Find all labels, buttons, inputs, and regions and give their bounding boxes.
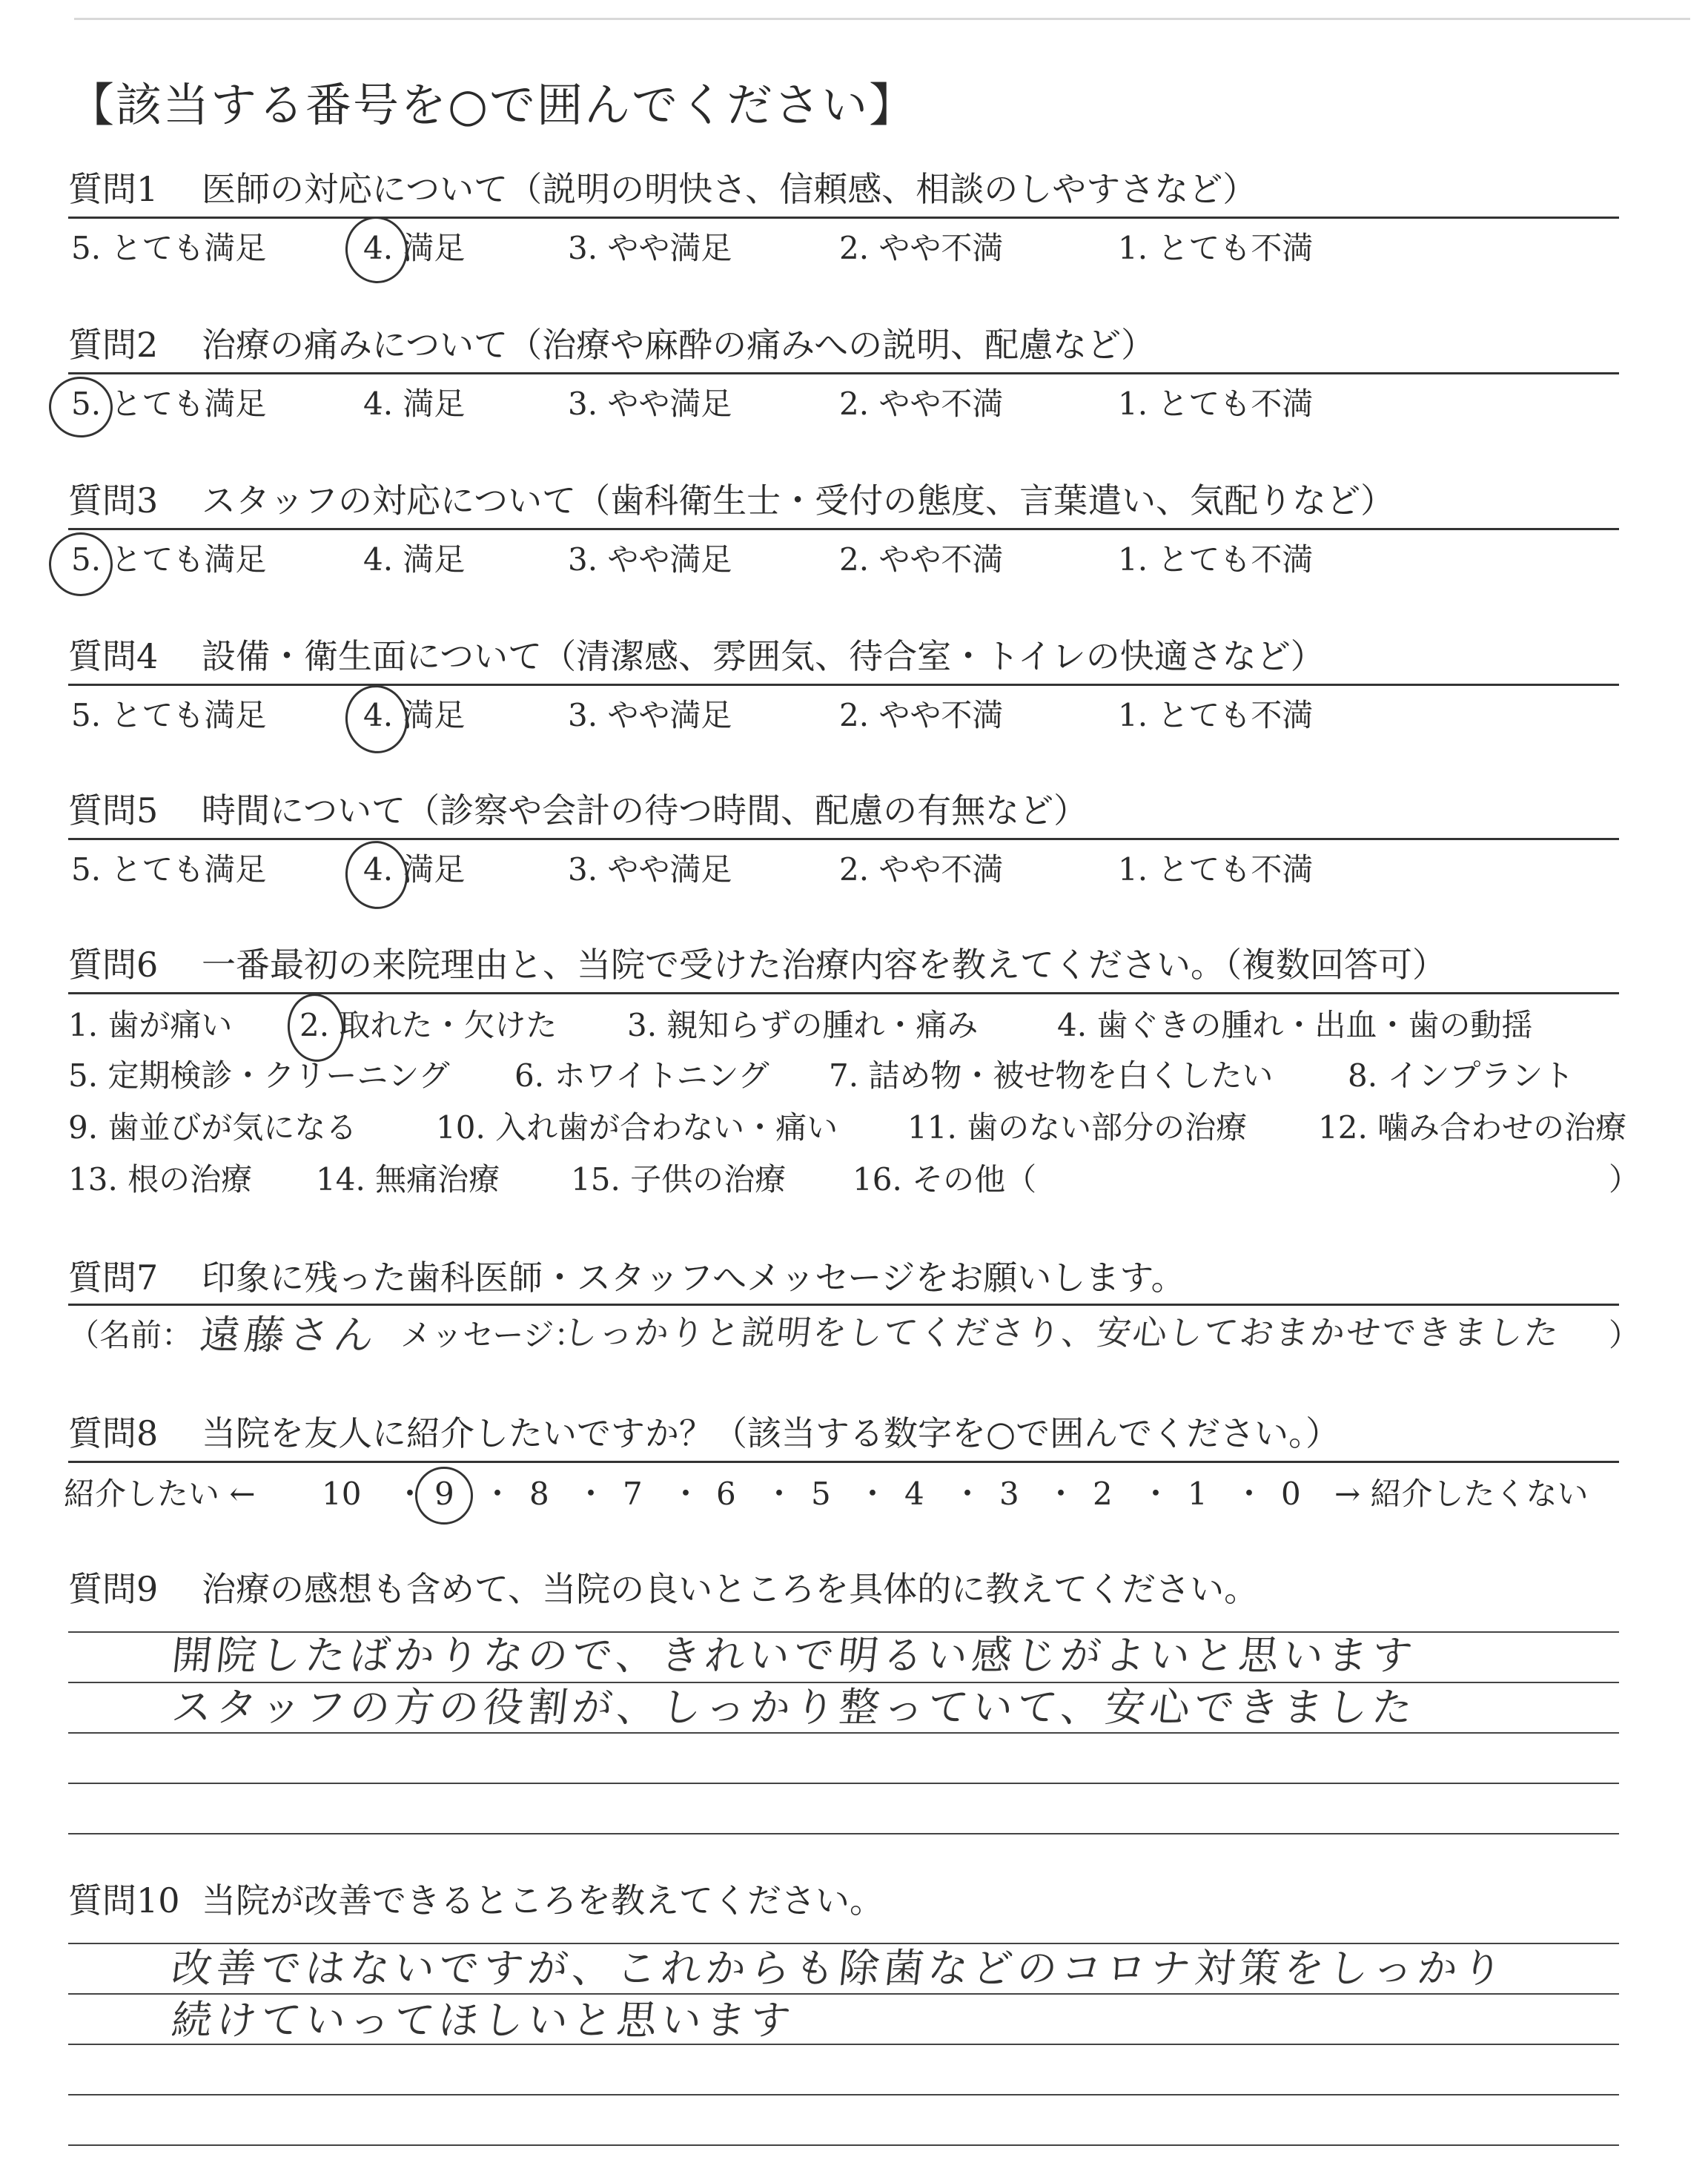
question-text: 時間について（診察や会計の待つ時間、配慮の有無など） bbox=[202, 790, 1088, 830]
option-1[interactable]: 1. とても不満 bbox=[1118, 851, 1314, 888]
reason-option-1[interactable]: 1. 歯が痛い bbox=[68, 1007, 233, 1043]
scale-10[interactable]: 10 bbox=[322, 1476, 362, 1512]
writing-line bbox=[68, 1993, 1619, 1995]
selection-circle bbox=[284, 991, 347, 1064]
divider-line bbox=[68, 1461, 1619, 1463]
question-text: 医師の対応について（説明の明快さ、信頼感、相談のしやすさなど） bbox=[202, 169, 1257, 209]
selection-circle bbox=[46, 374, 116, 441]
option-3[interactable]: 3. やや満足 bbox=[568, 230, 732, 266]
writing-line bbox=[68, 1943, 1619, 1944]
writing-line bbox=[68, 1783, 1619, 1784]
option-1[interactable]: 1. とても不満 bbox=[1118, 697, 1314, 733]
message-label: メッセージ： bbox=[400, 1317, 586, 1353]
reason-option-12[interactable]: 12. 噛み合わせの治療 bbox=[1318, 1109, 1627, 1146]
question-number: 質問4 bbox=[68, 636, 159, 676]
scale-1[interactable]: 1 bbox=[1188, 1476, 1208, 1512]
question-text: 治療の感想も含めて、当院の良いところを具体的に教えてください。 bbox=[202, 1569, 1259, 1609]
selection-circle bbox=[341, 213, 412, 288]
other-close-paren: ） bbox=[1609, 1161, 1641, 1198]
writing-line bbox=[68, 1833, 1619, 1834]
scale-9[interactable]: 9 bbox=[434, 1476, 454, 1512]
reason-option-16[interactable]: 16. その他（ bbox=[853, 1161, 1037, 1198]
reason-option-2[interactable]: 2. 取れた・欠けた bbox=[299, 1007, 557, 1043]
scale-4[interactable]: 4 bbox=[904, 1476, 924, 1512]
divider-line bbox=[68, 1304, 1619, 1306]
recommend-left-label: 紹介したい ← bbox=[64, 1476, 256, 1512]
message-close-paren: ） bbox=[1609, 1317, 1641, 1353]
option-5[interactable]: 5. とても満足 bbox=[71, 541, 267, 578]
handwritten-answer-line[interactable]: 改善ではないですが、これからも除菌などのコロナ対策をしっかり bbox=[169, 1945, 1509, 1992]
writing-line bbox=[68, 2094, 1619, 2095]
scale-separator: ・ bbox=[394, 1476, 426, 1512]
option-5[interactable]: 5. とても満足 bbox=[71, 697, 267, 733]
question-number: 質問7 bbox=[68, 1258, 159, 1298]
scale-separator: ・ bbox=[1140, 1476, 1172, 1512]
handwritten-name[interactable]: 遠藤さん bbox=[197, 1312, 381, 1358]
question-number: 質問5 bbox=[68, 790, 159, 830]
selection-circle bbox=[341, 837, 412, 914]
writing-line bbox=[68, 1732, 1619, 1734]
scale-separator: ・ bbox=[670, 1476, 702, 1512]
option-5[interactable]: 5. とても満足 bbox=[71, 386, 267, 422]
recommend-right-label: → 紹介したくない bbox=[1334, 1476, 1589, 1512]
option-1[interactable]: 1. とても不満 bbox=[1118, 386, 1314, 422]
instruction-heading: 【該当する番号を○で囲んでください】 bbox=[68, 78, 917, 132]
option-5[interactable]: 5. とても満足 bbox=[71, 230, 267, 266]
reason-option-3[interactable]: 3. 親知らずの腫れ・痛み bbox=[627, 1007, 979, 1043]
handwritten-answer-line[interactable]: 続けていってほしいと思います bbox=[169, 1997, 798, 2044]
writing-line bbox=[68, 2044, 1619, 2045]
reason-option-7[interactable]: 7. 詰め物・被せ物を白くしたい bbox=[829, 1057, 1274, 1094]
option-1[interactable]: 1. とても不満 bbox=[1118, 541, 1314, 578]
scale-8[interactable]: 8 bbox=[529, 1476, 549, 1512]
option-2[interactable]: 2. やや不満 bbox=[839, 851, 1004, 888]
option-3[interactable]: 3. やや満足 bbox=[568, 386, 732, 422]
question-text: 治療の痛みについて（治療や麻酔の痛みへの説明、配慮など） bbox=[202, 325, 1156, 365]
question-number: 質問2 bbox=[68, 325, 159, 365]
top-border-line bbox=[74, 18, 1690, 20]
handwritten-message[interactable]: しっかりと説明をしてくださり、安心しておまかせできました bbox=[561, 1312, 1562, 1353]
question-number: 質問1 bbox=[68, 169, 159, 209]
question-text: 一番最初の来院理由と、当院で受けた治療内容を教えてください。（複数回答可） bbox=[202, 945, 1446, 985]
divider-line bbox=[68, 684, 1619, 686]
option-1[interactable]: 1. とても不満 bbox=[1118, 230, 1314, 266]
divider-line bbox=[68, 217, 1619, 219]
scale-separator: ・ bbox=[482, 1476, 514, 1512]
reason-option-15[interactable]: 15. 子供の治療 bbox=[571, 1161, 787, 1198]
scale-2[interactable]: 2 bbox=[1093, 1476, 1113, 1512]
option-4[interactable]: 4. 満足 bbox=[363, 851, 466, 888]
divider-line bbox=[68, 372, 1619, 374]
question-number: 質問3 bbox=[68, 480, 159, 521]
selection-circle bbox=[415, 1467, 473, 1525]
question-text: スタッフの対応について（歯科衛生士・受付の態度、言葉遣い、気配りなど） bbox=[202, 480, 1395, 521]
reason-option-11[interactable]: 11. 歯のない部分の治療 bbox=[907, 1109, 1248, 1146]
reason-option-13[interactable]: 13. 根の治療 bbox=[68, 1161, 253, 1198]
divider-line bbox=[68, 838, 1619, 840]
scale-separator: ・ bbox=[952, 1476, 984, 1512]
option-3[interactable]: 3. やや満足 bbox=[568, 697, 732, 733]
reason-option-8[interactable]: 8. インプラント bbox=[1348, 1057, 1575, 1094]
option-4[interactable]: 4. 満足 bbox=[363, 697, 466, 733]
selection-circle bbox=[46, 529, 116, 600]
scale-0[interactable]: 0 bbox=[1281, 1476, 1301, 1512]
scale-5[interactable]: 5 bbox=[811, 1476, 831, 1512]
scale-separator: ・ bbox=[764, 1476, 795, 1512]
option-4[interactable]: 4. 満足 bbox=[363, 230, 466, 266]
question-number: 質問8 bbox=[68, 1413, 159, 1453]
reason-option-14[interactable]: 14. 無痛治療 bbox=[316, 1161, 500, 1198]
scale-separator: ・ bbox=[857, 1476, 889, 1512]
option-2[interactable]: 2. やや不満 bbox=[839, 386, 1004, 422]
reason-option-6[interactable]: 6. ホワイトニング bbox=[514, 1057, 769, 1094]
scale-3[interactable]: 3 bbox=[999, 1476, 1019, 1512]
question-text: 当院が改善できるところを教えてください。 bbox=[202, 1880, 884, 1920]
option-2[interactable]: 2. やや不満 bbox=[839, 541, 1004, 578]
name-label: （名前： bbox=[68, 1317, 193, 1353]
reason-option-9[interactable]: 9. 歯並びが気になる bbox=[68, 1109, 357, 1146]
question-text: 設備・衛生面について（清潔感、雰囲気、待合室・トイレの快適さなど） bbox=[202, 636, 1325, 676]
writing-line bbox=[68, 1682, 1619, 1683]
scale-6[interactable]: 6 bbox=[716, 1476, 736, 1512]
scale-7[interactable]: 7 bbox=[623, 1476, 643, 1512]
scale-separator: ・ bbox=[575, 1476, 607, 1512]
question-number: 質問9 bbox=[68, 1569, 159, 1609]
reason-option-4[interactable]: 4. 歯ぐきの腫れ・出血・歯の動揺 bbox=[1057, 1007, 1533, 1043]
option-5[interactable]: 5. とても満足 bbox=[71, 851, 267, 888]
option-2[interactable]: 2. やや不満 bbox=[839, 230, 1004, 266]
scale-separator: ・ bbox=[1045, 1476, 1077, 1512]
writing-line bbox=[68, 2144, 1619, 2146]
handwritten-answer-line[interactable]: スタッフの方の役割が、しっかり整っていて、安心できました bbox=[169, 1684, 1420, 1731]
divider-line bbox=[68, 992, 1619, 994]
option-3[interactable]: 3. やや満足 bbox=[568, 851, 732, 888]
question-number: 質問6 bbox=[68, 945, 159, 985]
question-text: 当院を友人に紹介したいですか？（該当する数字を○で囲んでください。） bbox=[202, 1413, 1340, 1453]
selection-circle bbox=[341, 681, 412, 758]
option-4[interactable]: 4. 満足 bbox=[363, 541, 466, 578]
question-text: 印象に残った歯科医師・スタッフへメッセージをお願いします。 bbox=[202, 1258, 1185, 1298]
reason-option-10[interactable]: 10. 入れ歯が合わない・痛い bbox=[436, 1109, 838, 1146]
option-2[interactable]: 2. やや不満 bbox=[839, 697, 1004, 733]
scale-separator: ・ bbox=[1234, 1476, 1265, 1512]
reason-option-5[interactable]: 5. 定期検診・クリーニング bbox=[68, 1057, 450, 1094]
divider-line bbox=[68, 528, 1619, 530]
option-3[interactable]: 3. やや満足 bbox=[568, 541, 732, 578]
option-4[interactable]: 4. 満足 bbox=[363, 386, 466, 422]
question-number: 質問10 bbox=[68, 1880, 180, 1920]
handwritten-answer-line[interactable]: 開院したばかりなので、きれいで明るい感じがよいと思います bbox=[169, 1632, 1420, 1679]
